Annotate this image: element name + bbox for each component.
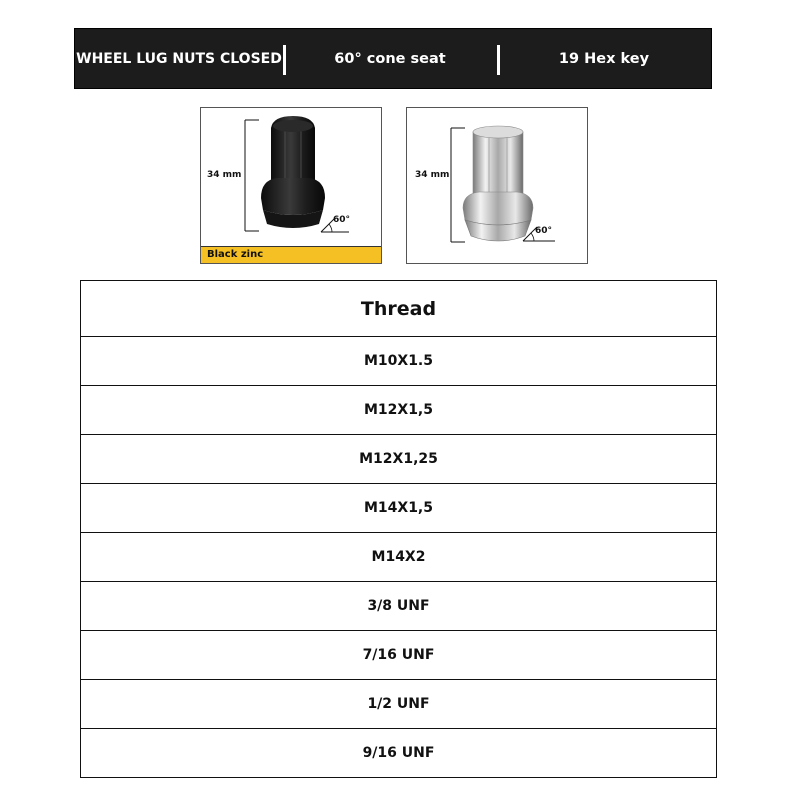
product-card-chrome [406, 107, 588, 264]
table-row: 3/8 UNF [81, 582, 716, 631]
height-label: 34 mm [207, 170, 242, 180]
table-row: M12X1,25 [81, 435, 716, 484]
table-row: M14X1,5 [81, 484, 716, 533]
table-row: M14X2 [81, 533, 716, 582]
header-banner [74, 28, 712, 89]
banner-seat-type [283, 29, 497, 88]
table-header: Thread [81, 281, 716, 337]
black-lug-nut-image [201, 108, 383, 265]
banner-key-size [497, 29, 711, 88]
banner-seat-label: 60° cone seat [334, 50, 446, 67]
angle-label: 60° [333, 215, 351, 225]
banner-separator [497, 45, 500, 75]
table-row: 1/2 UNF [81, 680, 716, 729]
thread-table [80, 280, 717, 778]
product-card-black [200, 107, 382, 264]
finish-label: Black zinc [201, 246, 381, 263]
banner-key-label: 19 Hex key [558, 50, 650, 67]
height-label: 34 mm [415, 170, 450, 180]
banner-separator [283, 45, 286, 75]
banner-product-name: WHEEL LUG NUTS CLOSED [76, 50, 282, 67]
angle-label: 60° [535, 226, 553, 236]
table-row: M10X1.5 [81, 337, 716, 386]
chrome-lug-nut-image [407, 108, 589, 265]
table-row: 7/16 UNF [81, 631, 716, 680]
table-row: 9/16 UNF [81, 729, 716, 778]
table-row: M12X1,5 [81, 386, 716, 435]
